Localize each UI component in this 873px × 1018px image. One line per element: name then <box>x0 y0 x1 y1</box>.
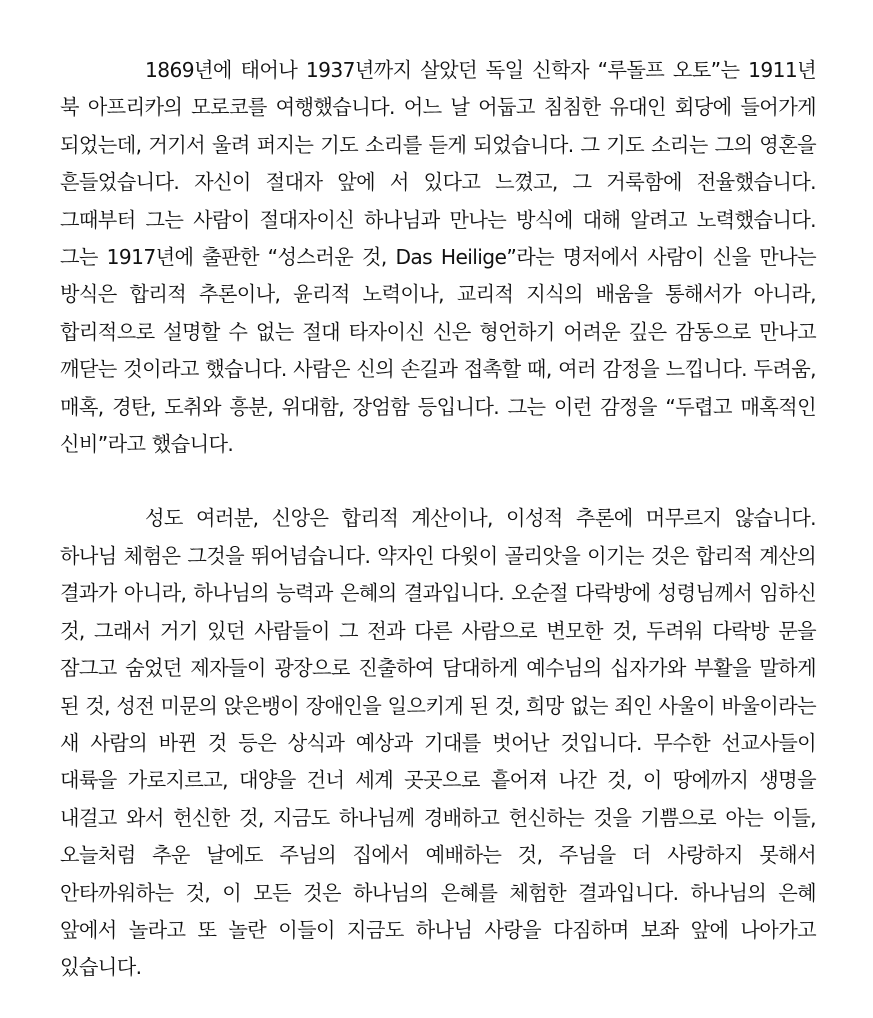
document-page <box>60 52 816 987</box>
paragraph-faith-experience: 성도 여러분, 신앙은 합리적 계산이나, 이성적 추론에 머무르지 않습니다. 하나님 체험은 그것을 뛰어넘습니다. 약자인 다윗이 골리앗을 이기는 것은 합리적 계산의 결과가 아니라, 하나님의 능력과 은혜의 결과입니다. 오순절 다락방에 성령님께서 임하신 것, 그래서 거기 있던 사람들이 그 전과 다른 사람으로 변모한 것, 두려워 다락방 문을 잠그고 숨었던 제자들이 광장으로 진출하여 담대하게 예수님의 십자가와 부활을 말하게 된 것, 성전 미문의 앉은뱅이 장애인을 일으키게 된 것, 희망 없는 죄인 사울이 바울이라는 새 사람의 바뀐 것 등은 상식과 예상과 기대를 벗어난 것입니다. 무수한 선교사들이 대륙을 가로지르고, 대양을 건너 세계 곳곳으로 흩어져 나간 것, 이 땅에까지 생명을 내걸고 와서 헌신한 것, 지금도 하나님께 경배하고 헌신하는 것을 기쁨으로 아는 이들, 오늘처럼 추운 날에도 주님의 집에서 예배하는 것, 주님을 더 사랑하지 못해서 안타까워하는 것, 이 모든 것은 하나님의 은혜를 체험한 결과입니다. 하나님의 은혜 앞에서 놀라고 또 놀란 이들이 지금도 하나님 사랑을 다짐하며 보좌 앞에 나아가고 있습니다. <box>60 506 816 980</box>
paragraph-rudolf-otto: 1869년에 태어나 1937년까지 살았던 독일 신학자 “루돌프 오토”는 1911년 북 아프리카의 모로코를 여행했습니다. 어느 날 어둡고 침침한 유대인 회당에 들어가게 되었는데, 거기서 울려 퍼지는 기도 소리를 듣게 되었습니다. 그 기도 소리는 그의 영혼을 흔들었습니다. 자신이 절대자 앞에 서 있다고 느꼈고, 그 거룩함에 전율했습니다. 그때부터 그는 사람이 절대자이신 하나님과 만나는 방식에 대해 알려고 노력했습니다. 그는 1917년에 출판한 “성스러운 것, Das Heilige”라는 명저에서 사람이 신을 만나는 방식은 합리적 추론이나, 윤리적 노력이나, 교리적 지식의 배움을 통해서가 아니라, 합리적으로 설명할 수 없는 절대 타자이신 신은 형언하기 어려운 깊은 감동으로 만나고 깨닫는 것이라고 했습니다. 사람은 신의 손길과 접촉할 때, 여러 감정을 느낍니다. 두려움, 매혹, 경탄, 도취와 흥분, 위대함, 장엄함 등입니다. 그는 이런 감정을 “두렵고 매혹적인 신비”라고 했습니다. <box>60 58 816 457</box>
